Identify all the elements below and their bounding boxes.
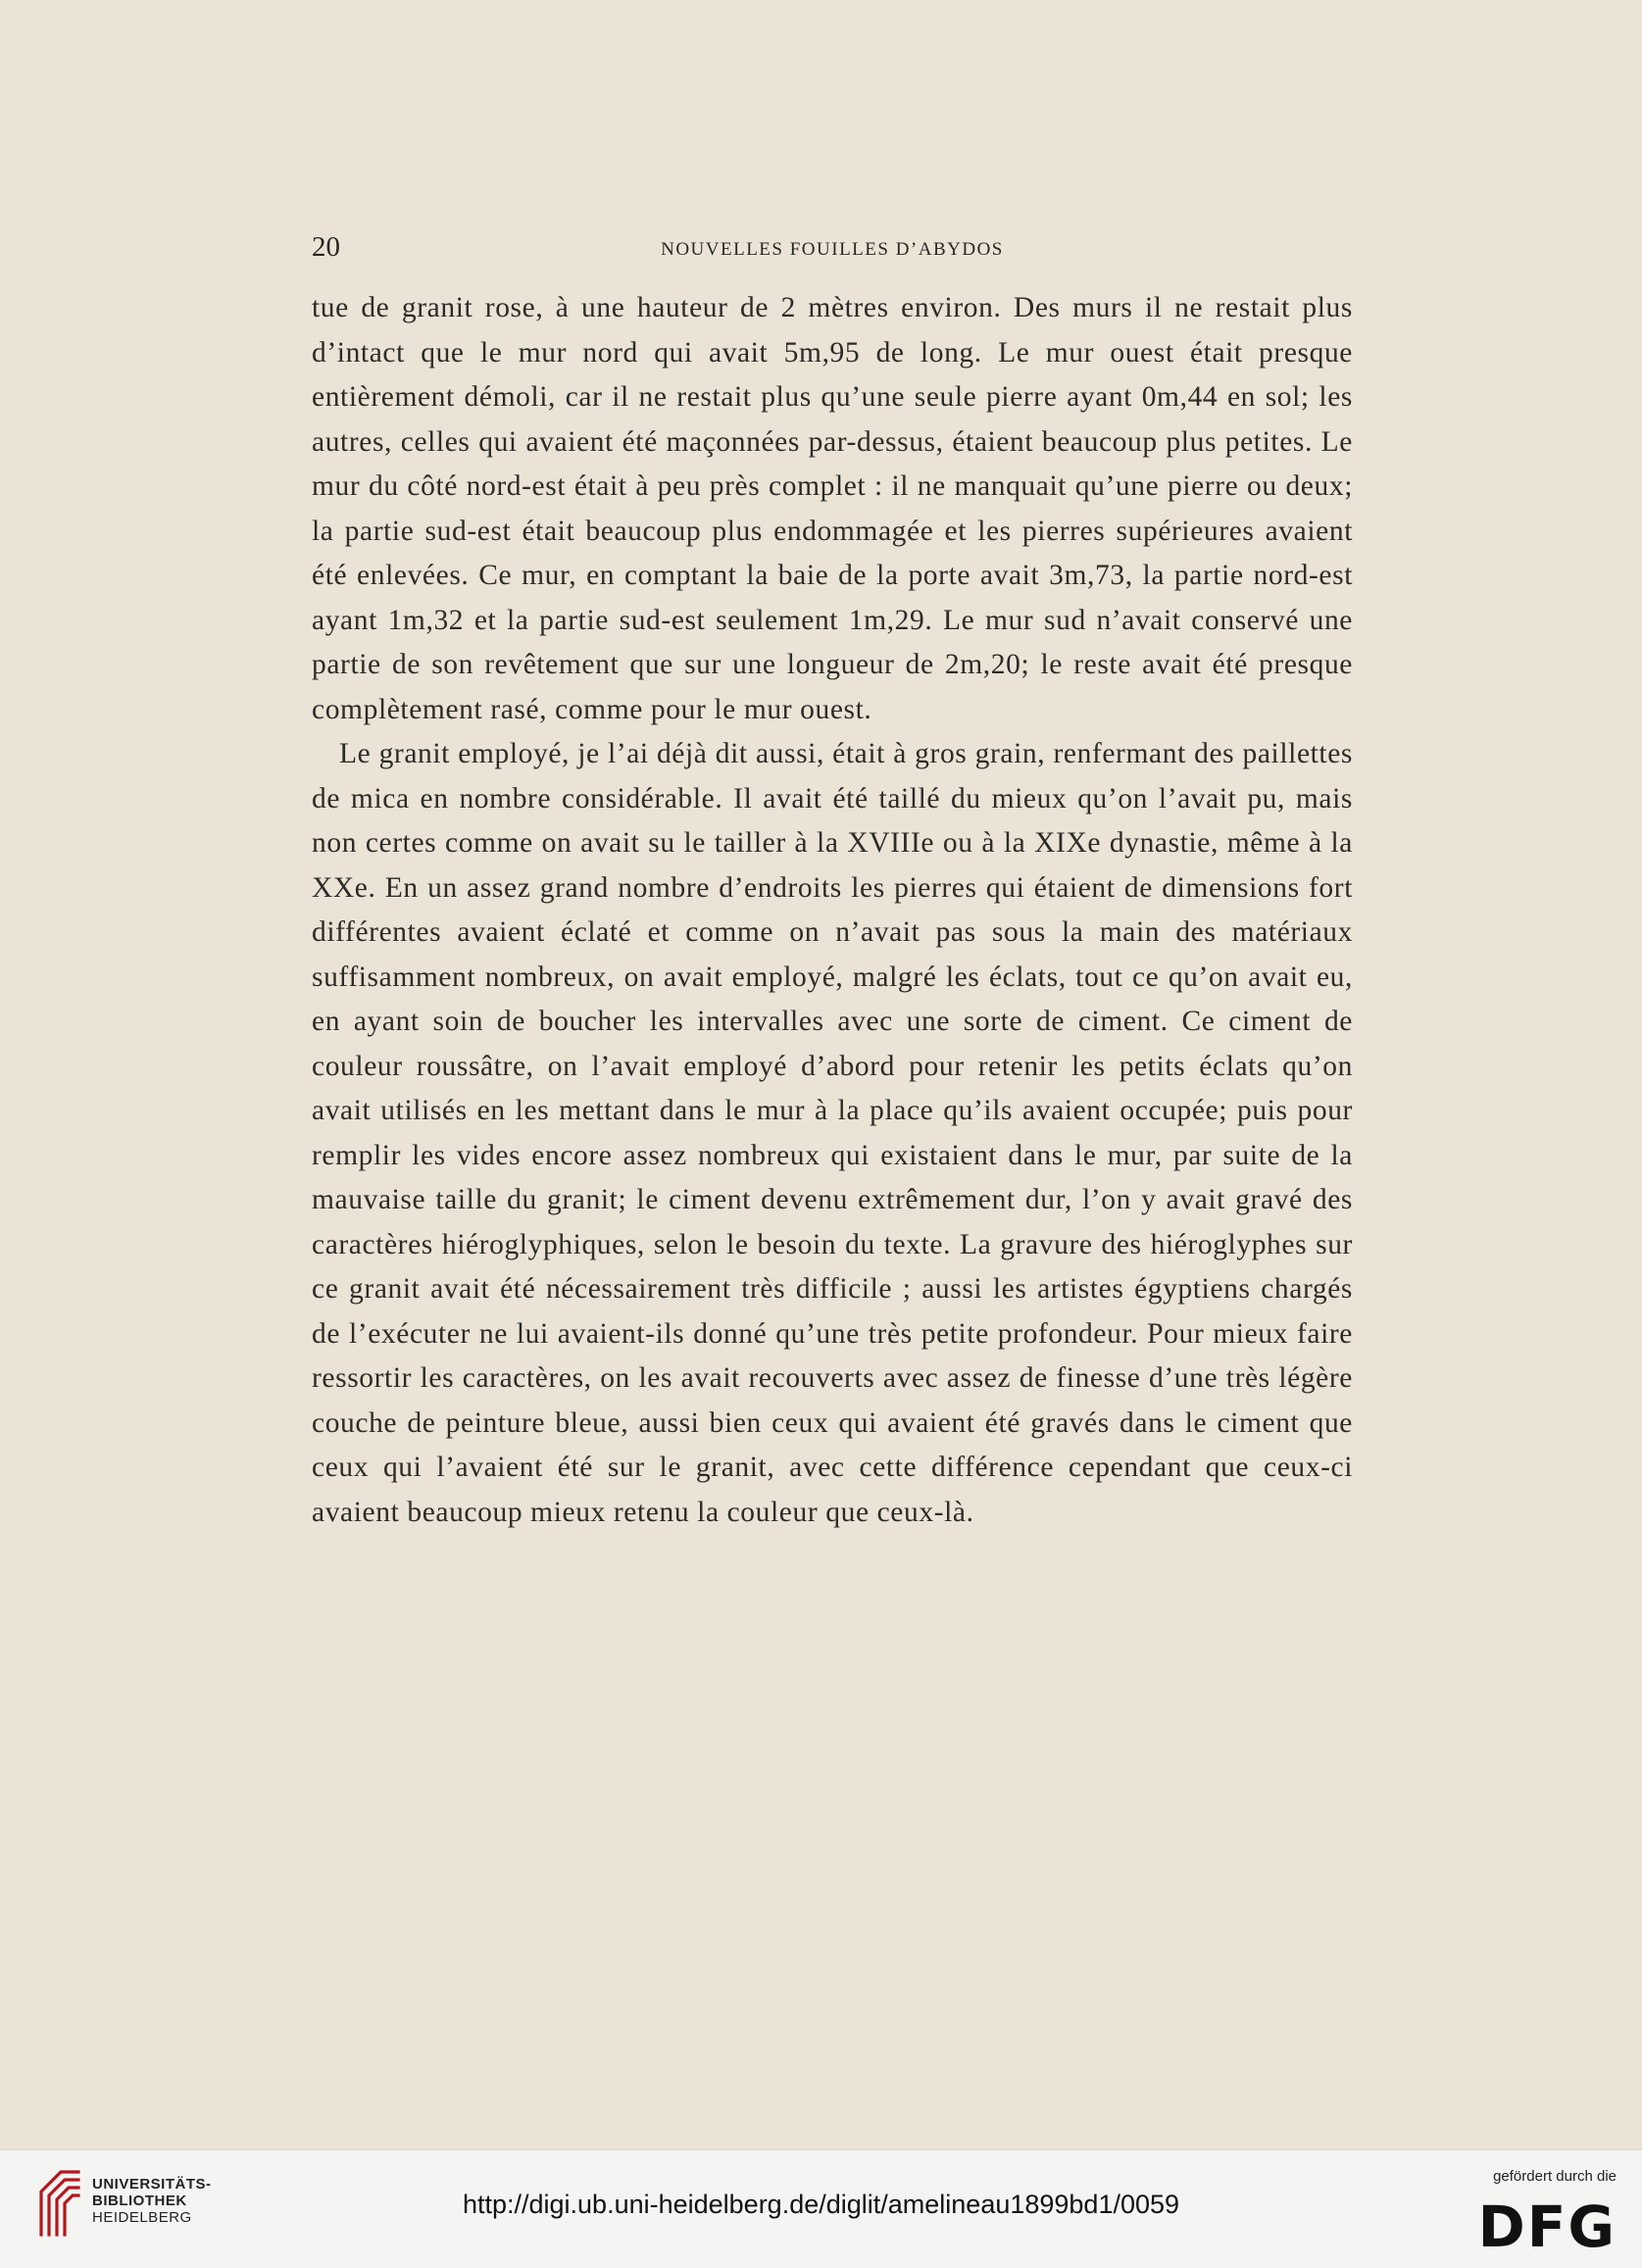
paragraph-1: tue de granit rose, à une hauteur de 2 mètres environ. Des murs il ne restait plus d’intact que le mur nord qui avait 5m,95 de long. Le mur ouest était presque entièrement démoli, car il ne restait plus qu’une seule pierre ayant 0m,44 en sol; les autres, celles qui avaient été maçonnées par-dessus, étaient beaucoup plus petites. Le mur du côté nord-est était à peu près complet : il ne manquait qu’une pierre ou deux; la partie sud-est était beaucoup plus endommagée et les pierres supérieures avaient été enlevées. Ce mur, en comptant la baie de la porte avait 3m,73, la partie nord-est ayant 1m,32 et la partie sud-est seulement 1m,29. Le mur sud n’avait conservé une partie de son revêtement que sur une longueur de 2m,20; le reste avait été presque complètement rasé, comme pour le mur ouest. — [312, 292, 1353, 725]
dfg-logo: DFG — [1477, 2194, 1617, 2260]
library-name-line-1: UNIVERSITÄTS- — [92, 2176, 212, 2193]
running-head — [312, 231, 1353, 271]
funded-by-label: gefördert durch die — [1493, 2168, 1617, 2185]
library-name-line-2: BIBLIOTHEK — [92, 2193, 187, 2209]
footer-bar — [0, 2149, 1642, 2268]
library-name-line-3: HEIDELBERG — [92, 2209, 192, 2226]
funding-credit — [1440, 2168, 1617, 2260]
permalink-url[interactable]: http://digi.ub.uni-heidelberg.de/diglit/amelineau1899bd1/0059 — [462, 2190, 1180, 2219]
page-number: 20 — [312, 231, 340, 263]
running-title: NOUVELLES FOUILLES D’ABYDOS — [661, 239, 1004, 260]
body-text — [312, 286, 1353, 1535]
paragraph-2: Le granit employé, je l’ai déjà dit aussi, était à gros grain, renfermant des paillettes de mica en nombre considérable. Il avait été taillé du mieux qu’on l’avait pu, mais non certes comme on avait su le tailler à la XVIIIe ou à la XIXe dynastie, même à la XXe. En un assez grand nombre d’endroits les pierres qui étaient de dimensions fort différentes avaient éclaté et comme on n’avait pas sous la main des matériaux suffisamment nombreux, on avait employé, malgré les éclats, tout ce qu’on avait eu, en ayant soin de boucher les intervalles avec une sorte de ciment. Ce ciment de couleur roussâtre, on l’avait employé d’abord pour retenir les petits éclats qu’on avait utilisés en les mettant dans le mur à la place qu’ils avaient occupée; puis pour remplir les vides encore assez nombreux qui existaient dans le mur, par suite de la mauvaise taille du granit; le ciment devenu extrêmement dur, l’on y avait gravé des caractères hiéroglyphiques, selon le besoin du texte. La gravure des hiéroglyphes sur ce granit avait été nécessairement très difficile ; aussi les artistes égyptiens chargés de l’exécuter ne lui avaient-ils donné qu’une très petite profondeur. Pour mieux faire ressortir les caractères, on les avait recouverts avec assez de finesse d’une très légère couche de peinture bleue, aussi bien ceux qui avaient été gravés dans le ciment que ceux qui l’avaient été sur le granit, avec cette différence cependant que ceux-ci avaient beaucoup mieux retenu la couleur que ceux-là. — [312, 738, 1353, 1528]
